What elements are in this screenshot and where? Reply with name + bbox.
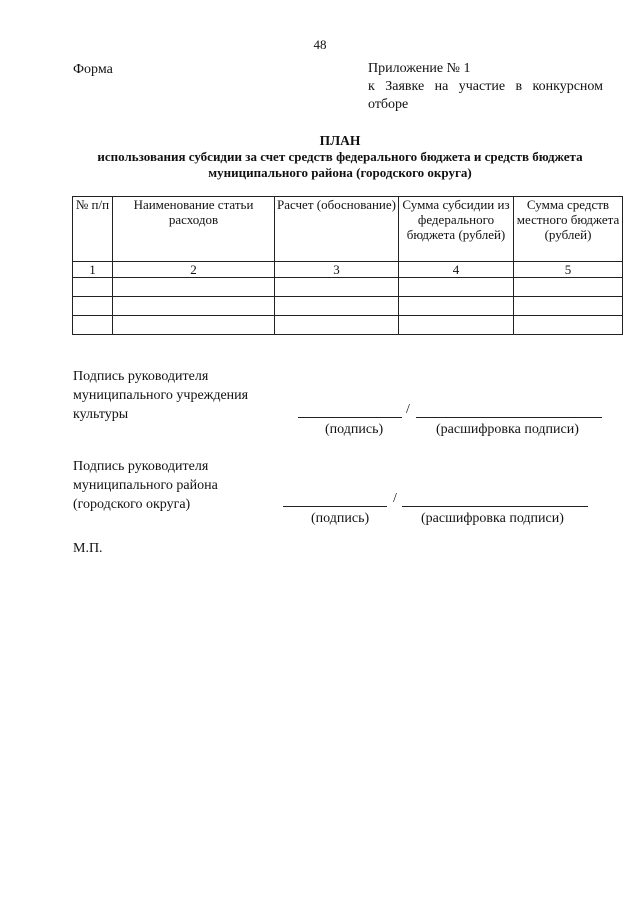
table-cell bbox=[275, 278, 399, 297]
signature2-decode-caption: (расшифровка подписи) bbox=[421, 511, 564, 526]
document-subtitle bbox=[60, 149, 620, 181]
header-local-sum: Сумма средств местного бюджета (рублей) bbox=[514, 197, 623, 262]
table-cell bbox=[399, 316, 514, 335]
signature1-decode-caption: (расшифровка подписи) bbox=[436, 422, 579, 437]
subtitle-line-2: муниципального района (городского округа) bbox=[208, 165, 472, 180]
table-cell bbox=[514, 297, 623, 316]
appendix-line-2: к Заявке на участие в конкурсном bbox=[368, 79, 603, 94]
table-header-row bbox=[73, 197, 623, 262]
table-cell bbox=[514, 278, 623, 297]
table-cell: 1 bbox=[73, 262, 113, 278]
table-cell bbox=[73, 297, 113, 316]
header-federal-sum: Сумма субсидии из федерального бюджета (рублей) bbox=[399, 197, 514, 262]
signature2-sign-line[interactable] bbox=[283, 506, 387, 507]
table-cell bbox=[275, 297, 399, 316]
header-expense-name: Наименование статьи расходов bbox=[113, 197, 275, 262]
signature1-decode-line[interactable] bbox=[416, 417, 602, 418]
table-row bbox=[73, 316, 623, 335]
stamp-label: М.П. bbox=[73, 541, 103, 556]
signature2-label: Подпись руководителя муниципального района (городского округа) bbox=[73, 459, 218, 512]
table-cell: 4 bbox=[399, 262, 514, 278]
signature2-decode-line[interactable] bbox=[402, 506, 588, 507]
table-cell: 2 bbox=[113, 262, 275, 278]
table-cell bbox=[113, 278, 275, 297]
page-number: 48 bbox=[313, 37, 327, 52]
table-cell bbox=[514, 316, 623, 335]
signature1-sign-line[interactable] bbox=[298, 417, 402, 418]
appendix-line-3: отборе bbox=[368, 97, 409, 112]
table-cell bbox=[399, 297, 514, 316]
table-cell: 3 bbox=[275, 262, 399, 278]
table-row bbox=[73, 278, 623, 297]
signature2-slash: / bbox=[393, 491, 397, 506]
table-row bbox=[73, 297, 623, 316]
plan-table bbox=[72, 196, 623, 335]
table-cell bbox=[275, 316, 399, 335]
header-number: № п/п bbox=[73, 197, 113, 262]
table-cell: 5 bbox=[514, 262, 623, 278]
table-cell bbox=[113, 297, 275, 316]
table-numbering-row bbox=[73, 262, 623, 278]
signature1-sign-caption: (подпись) bbox=[325, 422, 384, 437]
signature2-sign-caption: (подпись) bbox=[311, 511, 370, 526]
table-cell bbox=[73, 316, 113, 335]
document-title: ПЛАН bbox=[319, 133, 361, 148]
subtitle-line-1: использования субсидии за счет средств федерального бюджета и средств бюджета bbox=[97, 149, 583, 164]
appendix-line-1: Приложение № 1 bbox=[368, 61, 471, 76]
appendix-block bbox=[368, 60, 603, 114]
signature1-slash: / bbox=[406, 402, 410, 417]
form-label: Форма bbox=[73, 62, 113, 77]
header-calculation: Расчет (обоснование) bbox=[275, 197, 399, 262]
table-cell bbox=[399, 278, 514, 297]
signature1-label: Подпись руководителя муниципального учреждения культуры bbox=[73, 369, 249, 422]
table-cell bbox=[113, 316, 275, 335]
table-cell bbox=[73, 278, 113, 297]
